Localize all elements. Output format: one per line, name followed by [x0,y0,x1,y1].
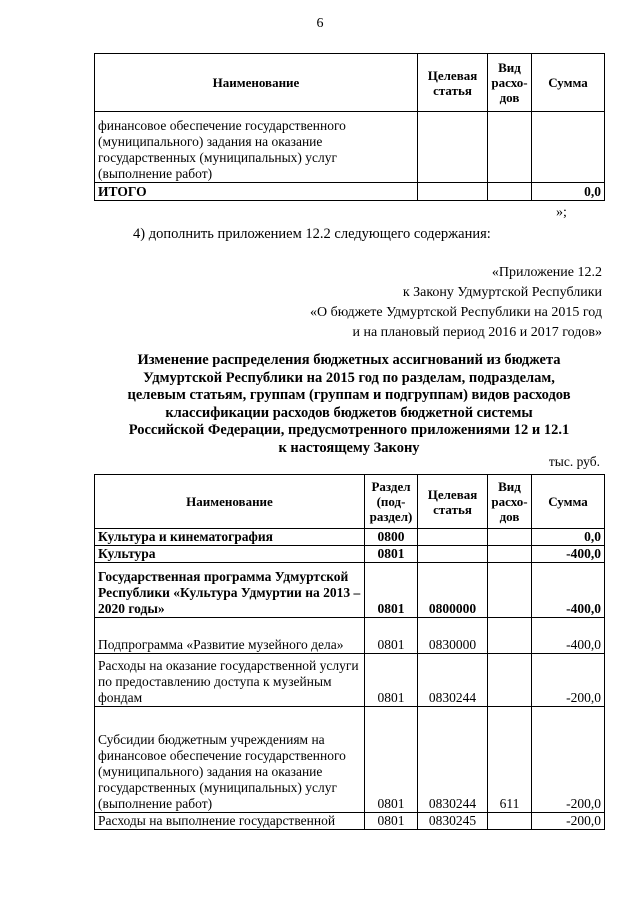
table-row-total [95,183,605,201]
cell-target: 0830244 [418,707,488,813]
cell-type: 611 [488,707,532,813]
cell-target: 0830244 [418,654,488,707]
cell-target [418,546,488,563]
cell-sum: -400,0 [532,563,605,618]
header-type: Вид расхо-дов [488,54,532,112]
cell-type [488,654,532,707]
cell-sum: -400,0 [532,618,605,654]
table-row [95,654,605,707]
cell-type [488,546,532,563]
cell-name: Государственная программа Удмуртской Республики «Культура Удмуртии на 2013 – 2020 годы» [95,563,365,618]
cell-target [418,529,488,546]
header-section: Раздел (под-раздел) [365,475,418,529]
table-header-row [95,54,605,112]
cell-type [488,813,532,830]
cell-sum: -400,0 [532,546,605,563]
cell-name: Культура [95,546,365,563]
cell-sum: 0,0 [532,529,605,546]
cell-target: 0800000 [418,563,488,618]
table-row [95,563,605,618]
table-header-row [95,475,605,529]
cell-sum: -200,0 [532,654,605,707]
table-row [95,707,605,813]
cell-name: Подпрограмма «Развитие музейного дела» [95,618,365,654]
appendix-line: к Закону Удмуртской Республики [402,285,602,300]
cell-name: Субсидии бюджетным учреждениям на финансовое обеспечение государственного (муниципального) задания на оказание государственных (муниципальных) услуг (выполнение работ) [95,707,365,813]
table-row [95,813,605,830]
budget-table [94,474,605,830]
cell-section: 0801 [365,618,418,654]
cell-sum: -200,0 [532,707,605,813]
cell-type [488,529,532,546]
appendix-reference [310,263,602,343]
cell-target [418,183,488,201]
cell-type [488,563,532,618]
cell-section: 0801 [365,563,418,618]
appendix-line: и на плановый период 2016 и 2017 годов» [352,325,602,340]
table-row [95,529,605,546]
cell-section: 0801 [365,813,418,830]
cell-section: 0800 [365,529,418,546]
cell-sum: 0,0 [532,183,605,201]
amendment-paragraph: 4) дополнить приложением 12.2 следующего содержания: [133,226,491,242]
cell-name: Расходы на оказание государственной услуги по предоставлению доступа к музейным фондам [95,654,365,707]
heading-line: Российской Федерации, предусмотренного приложениями 12 и 12.1 [128,422,570,438]
cell-target: 0830245 [418,813,488,830]
cell-type [488,112,532,183]
document-heading [94,352,604,457]
cell-type [488,183,532,201]
header-name: Наименование [95,475,365,529]
continuation-table [94,53,605,201]
table-row [95,546,605,563]
header-target: Целевая статья [418,475,488,529]
table-row [95,618,605,654]
cell-target [418,112,488,183]
appendix-line: «Приложение 12.2 [491,265,602,280]
table-row [95,112,605,183]
cell-section: 0801 [365,654,418,707]
header-name: Наименование [95,54,418,112]
cell-name: Расходы на выполнение государственной [95,813,365,830]
heading-line: Удмуртской Республики на 2015 год по разделам, подразделам, [143,369,555,386]
page-number: 6 [316,16,324,31]
cell-sum [532,112,605,183]
cell-name: финансовое обеспечение государственного (муниципального) задания на оказание государственных (муниципальных) услуг (выполнение работ) [95,112,418,183]
cell-type [488,618,532,654]
heading-line: Изменение распределения бюджетных ассигнований из бюджета [137,352,561,368]
cell-section: 0801 [365,707,418,813]
cell-target: 0830000 [418,618,488,654]
cell-name: ИТОГО [95,183,418,201]
closing-mark: »; [556,205,567,220]
header-type: Вид расхо-дов [488,475,532,529]
cell-section: 0801 [365,546,418,563]
header-target: Целевая статья [418,54,488,112]
cell-name: Культура и кинематография [95,529,365,546]
header-sum: Сумма [532,475,605,529]
header-sum: Сумма [532,54,605,112]
appendix-line: «О бюджете Удмуртской Республики на 2015 год [309,305,602,320]
heading-line: целевым статьям, группам (группам и подгруппам) видов расходов [127,387,571,403]
units-label: тыс. руб. [548,454,600,469]
heading-line: классификации расходов бюджетов бюджетной системы [165,404,533,421]
cell-sum: -200,0 [532,813,605,830]
heading-line: к настоящему Закону [278,439,420,456]
